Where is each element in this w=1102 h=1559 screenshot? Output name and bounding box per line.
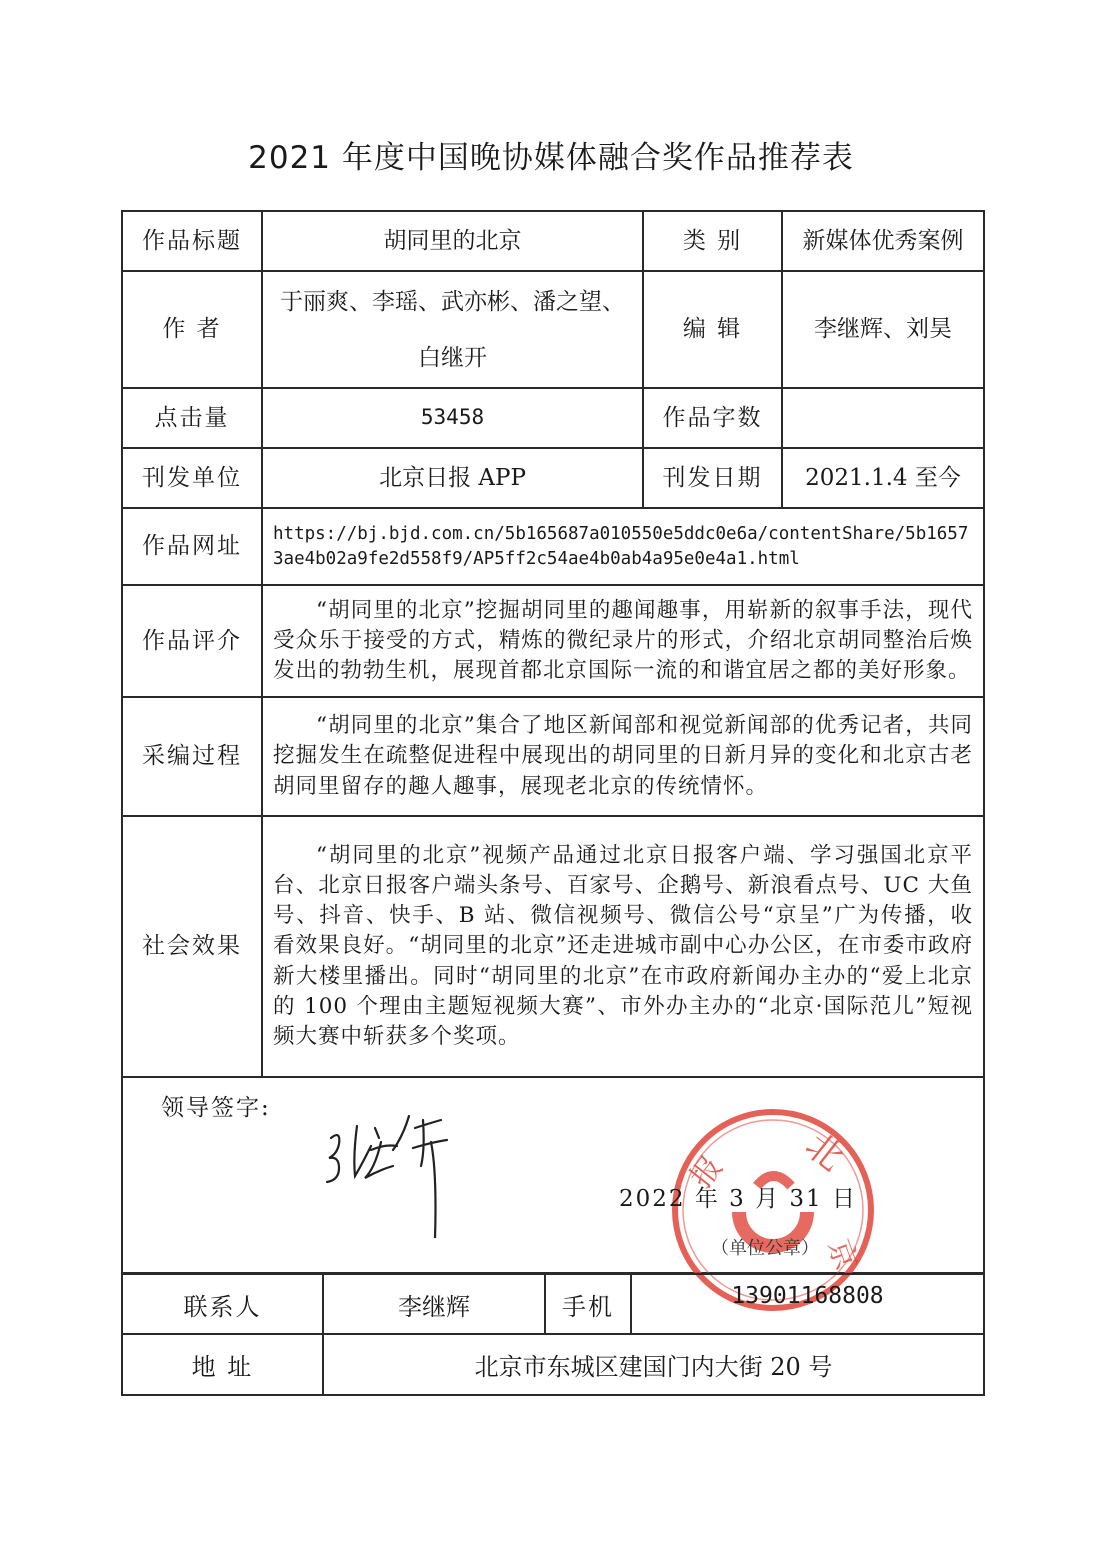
row-signature xyxy=(122,1077,984,1273)
url-label: 作品网址 xyxy=(122,508,262,585)
clicks-label: 点击量 xyxy=(122,388,262,448)
row-review xyxy=(122,585,984,697)
publisher-value: 北京日报 APP xyxy=(262,448,643,508)
row-publisher xyxy=(122,448,984,508)
row-clicks xyxy=(122,388,984,448)
review-text: “胡同里的北京”挖掘胡同里的趣闻趣事，用崭新的叙事手法，现代受众乐于接受的方式，精炼的微纪录片的形式，介绍北京胡同整治后焕发出的勃勃生机，展现首都北京国际一流的和谐宜居之都的美好形象。 xyxy=(262,585,984,697)
url-value[interactable]: https://bj.bjd.com.cn/5b165687a010550e5ddc0e6a/contentShare/5b16573ae4b02a9fe2d558f9/AP5ff2c54ae4b0ab4a95e0e4a1.html xyxy=(262,508,984,585)
seal-note: （单位公章） xyxy=(711,1238,819,1259)
wordcount-value xyxy=(782,388,984,448)
contact-label: 联系人 xyxy=(122,1274,323,1334)
editor-value: 李继辉、刘昊 xyxy=(782,271,984,388)
effect-text: “胡同里的北京”视频产品通过北京日报客户端、学习强国北京平台、北京日报客户端头条号、百家号、企鹅号、新浪看点号、UC 大鱼号、抖音、快手、B 站、微信视频号、微信公号“京呈”广为传播，收看效果良好。“胡同里的北京”还走进城市副中心办公区，在市委市政府新大楼里播出。同时“胡同里的北京”在市政府新闻办主办的“爱上北京的 100 个理由主题短视频大赛”、市外办主办的“北京·国际范儿”短视频大赛中斩获多个奖项。 xyxy=(262,816,984,1077)
recommendation-form-table xyxy=(121,210,985,1274)
svg-text:北: 北 xyxy=(797,1124,852,1180)
row-contact xyxy=(122,1274,984,1334)
phone-label: 手机 xyxy=(545,1274,631,1334)
effect-label: 社会效果 xyxy=(122,816,262,1077)
title-value: 胡同里的北京 xyxy=(262,211,643,271)
contact-value: 李继辉 xyxy=(323,1274,545,1334)
row-address xyxy=(122,1334,984,1395)
wordcount-label: 作品字数 xyxy=(643,388,782,448)
editor-label: 编 辑 xyxy=(643,271,782,388)
contact-table xyxy=(121,1273,985,1396)
row-author xyxy=(122,271,984,388)
category-value: 新媒体优秀案例 xyxy=(782,211,984,271)
svg-text:京: 京 xyxy=(820,1234,864,1275)
row-url xyxy=(122,508,984,585)
signature-date: 2022 年 3 月 31 日 xyxy=(619,1186,857,1212)
pubdate-label: 刊发日期 xyxy=(643,448,782,508)
process-text: “胡同里的北京”集合了地区新闻部和视觉新闻部的优秀记者，共同挖掘发生在疏整促进程中展现出的胡同里的日新月异的变化和北京古老胡同里留存的趣人趣事，展现老北京的传统情怀。 xyxy=(262,697,984,816)
form-title: 2021 年度中国晚协媒体融合奖作品推荐表 xyxy=(248,140,854,176)
phone-value: 13901168808 xyxy=(631,1274,984,1334)
author-value: 于丽爽、李瑶、武亦彬、潘之望、白继开 xyxy=(262,271,643,388)
address-value: 北京市东城区建国门内大街 20 号 xyxy=(323,1334,984,1395)
address-label: 地 址 xyxy=(122,1334,323,1395)
svg-text:报: 报 xyxy=(683,1149,730,1195)
row-effect xyxy=(122,816,984,1077)
clicks-value: 53458 xyxy=(262,388,643,448)
signature-label: 领导签字: xyxy=(161,1095,271,1121)
review-label: 作品评介 xyxy=(122,585,262,697)
handwritten-signature xyxy=(319,1098,479,1238)
row-title xyxy=(122,211,984,271)
signature-area xyxy=(122,1077,984,1273)
author-label: 作 者 xyxy=(122,271,262,388)
pubdate-value: 2021.1.4 至今 xyxy=(782,448,984,508)
title-label: 作品标题 xyxy=(122,211,262,271)
category-label: 类 别 xyxy=(643,211,782,271)
row-process xyxy=(122,697,984,816)
publisher-label: 刊发单位 xyxy=(122,448,262,508)
process-label: 采编过程 xyxy=(122,697,262,816)
